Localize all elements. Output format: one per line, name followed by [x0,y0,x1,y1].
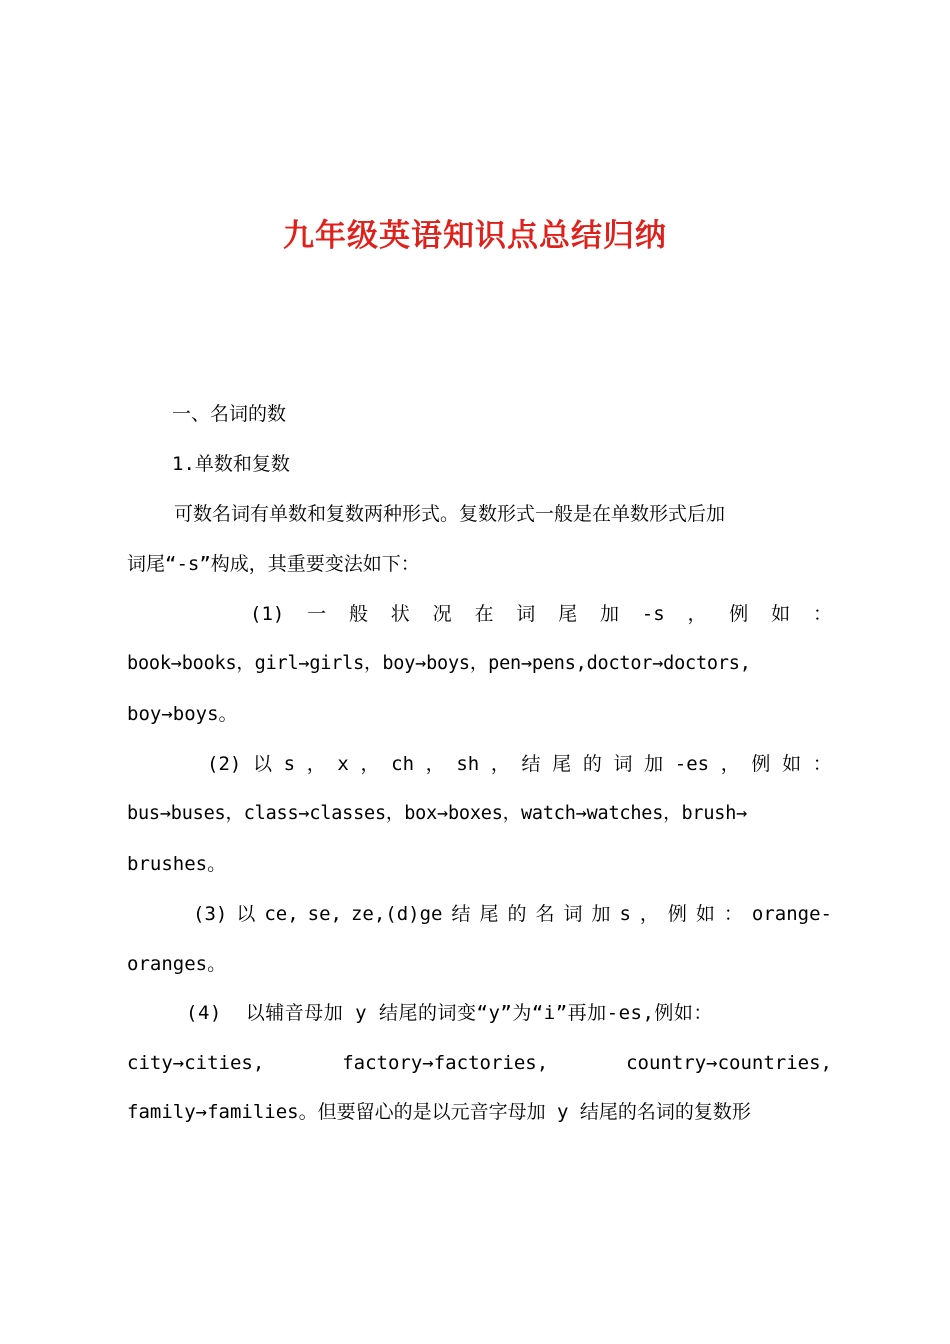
rule2-token: sh [456,753,480,775]
rule2-token: 的 [582,753,602,775]
rule3-token: 结 [451,903,471,925]
rule2-token: 加 [644,753,664,775]
rule3-token: ， [639,903,659,925]
rule2-token: 尾 [552,753,572,775]
rule4-token: factory→factories, [342,1052,549,1074]
rule4-token: city→cities, [127,1052,265,1074]
rule1-token: 况 [432,603,452,625]
rule2-token: 结 [521,753,541,775]
rule4-token: country→countries, [626,1052,832,1074]
rule3-line-1 [193,889,832,939]
rule3-token: 词 [563,903,583,925]
rule2-token: ， [490,753,510,775]
rule1-token: 如 [771,603,791,625]
rule1-line-1 [250,589,832,639]
rule2-token: ， [306,753,326,775]
subsection-heading: 1.单数和复数 [172,453,290,475]
intro-line-2: 词尾“-s”构成，其重要变法如下： [127,553,420,575]
rule1-token: 词 [516,603,536,625]
rule2-line-3: brushes。 [127,853,227,875]
rule1-line-3: boy→boys。 [127,703,238,725]
rule2-line-2: bus→buses，class→classes，box→boxes，watch→watches，brush→ [127,803,748,824]
rule1-token: 尾 [558,603,578,625]
rule2-token: 如 [782,753,802,775]
rule2-token: -es [674,753,710,775]
rule3-line-2: oranges。 [127,953,227,975]
rule2-token: ， [720,753,740,775]
rule2-token: x [337,753,349,775]
rule4-line-2 [127,1038,832,1088]
rule1-token: -s [641,603,665,625]
rule1-line-2: book→books，girl→girls，boy→boys，pen→pens,doctor→doctors, [127,653,751,674]
rule2-line-1 [207,739,832,789]
rule3-token: ce, [264,903,299,925]
rule2-token: ， [425,753,445,775]
rule3-token: 尾 [479,903,499,925]
rule4-line-1: (4) 以辅音母加 y 结尾的词变“y”为“i”再加-es,例如： [186,1002,713,1024]
rule3-token: se, [307,903,342,925]
rule2-token: 以 [252,753,272,775]
document-title: 九年级英语知识点总结归纳 [283,218,667,254]
rule3-token: 如 [695,903,715,925]
rule1-token: 加 [599,603,619,625]
rule3-token: 加 [591,903,611,925]
rule2-token: 例 [751,753,771,775]
rule2-token: 词 [613,753,633,775]
rule1-token: 在 [474,603,494,625]
rule1-token: ： [812,603,832,625]
rule3-token: 名 [535,903,555,925]
rule3-token: 的 [507,903,527,925]
rule2-token: (2) [207,753,242,775]
rule2-token: ， [360,753,380,775]
rule3-token: ze,(d)ge [350,903,443,925]
rule3-token: s [619,903,631,925]
rule1-token: 般 [348,603,368,625]
intro-line-1: 可数名词有单数和复数两种形式。复数形式一般是在单数形式后加 [174,503,726,525]
rule2-token: ch [391,753,415,775]
rule2-token: s [283,753,296,775]
section-heading: 一、名词的数 [172,403,287,425]
rule1-token: 例 [729,603,749,625]
rule1-token: (1) [250,603,285,625]
rule3-token: ： [723,903,743,925]
rule3-token: (3) [193,903,228,925]
rule3-token: 例 [667,903,687,925]
rule3-token: 以 [236,903,256,925]
rule1-token: 状 [390,603,410,625]
rule2-token: ： [812,753,832,775]
rule1-token: ， [687,603,707,625]
rule3-token: orange- [751,903,832,925]
rule1-token: 一 [307,603,327,625]
rule4-line-3: family→families。但要留心的是以元音字母加 y 结尾的名词的复数形 [127,1101,751,1123]
